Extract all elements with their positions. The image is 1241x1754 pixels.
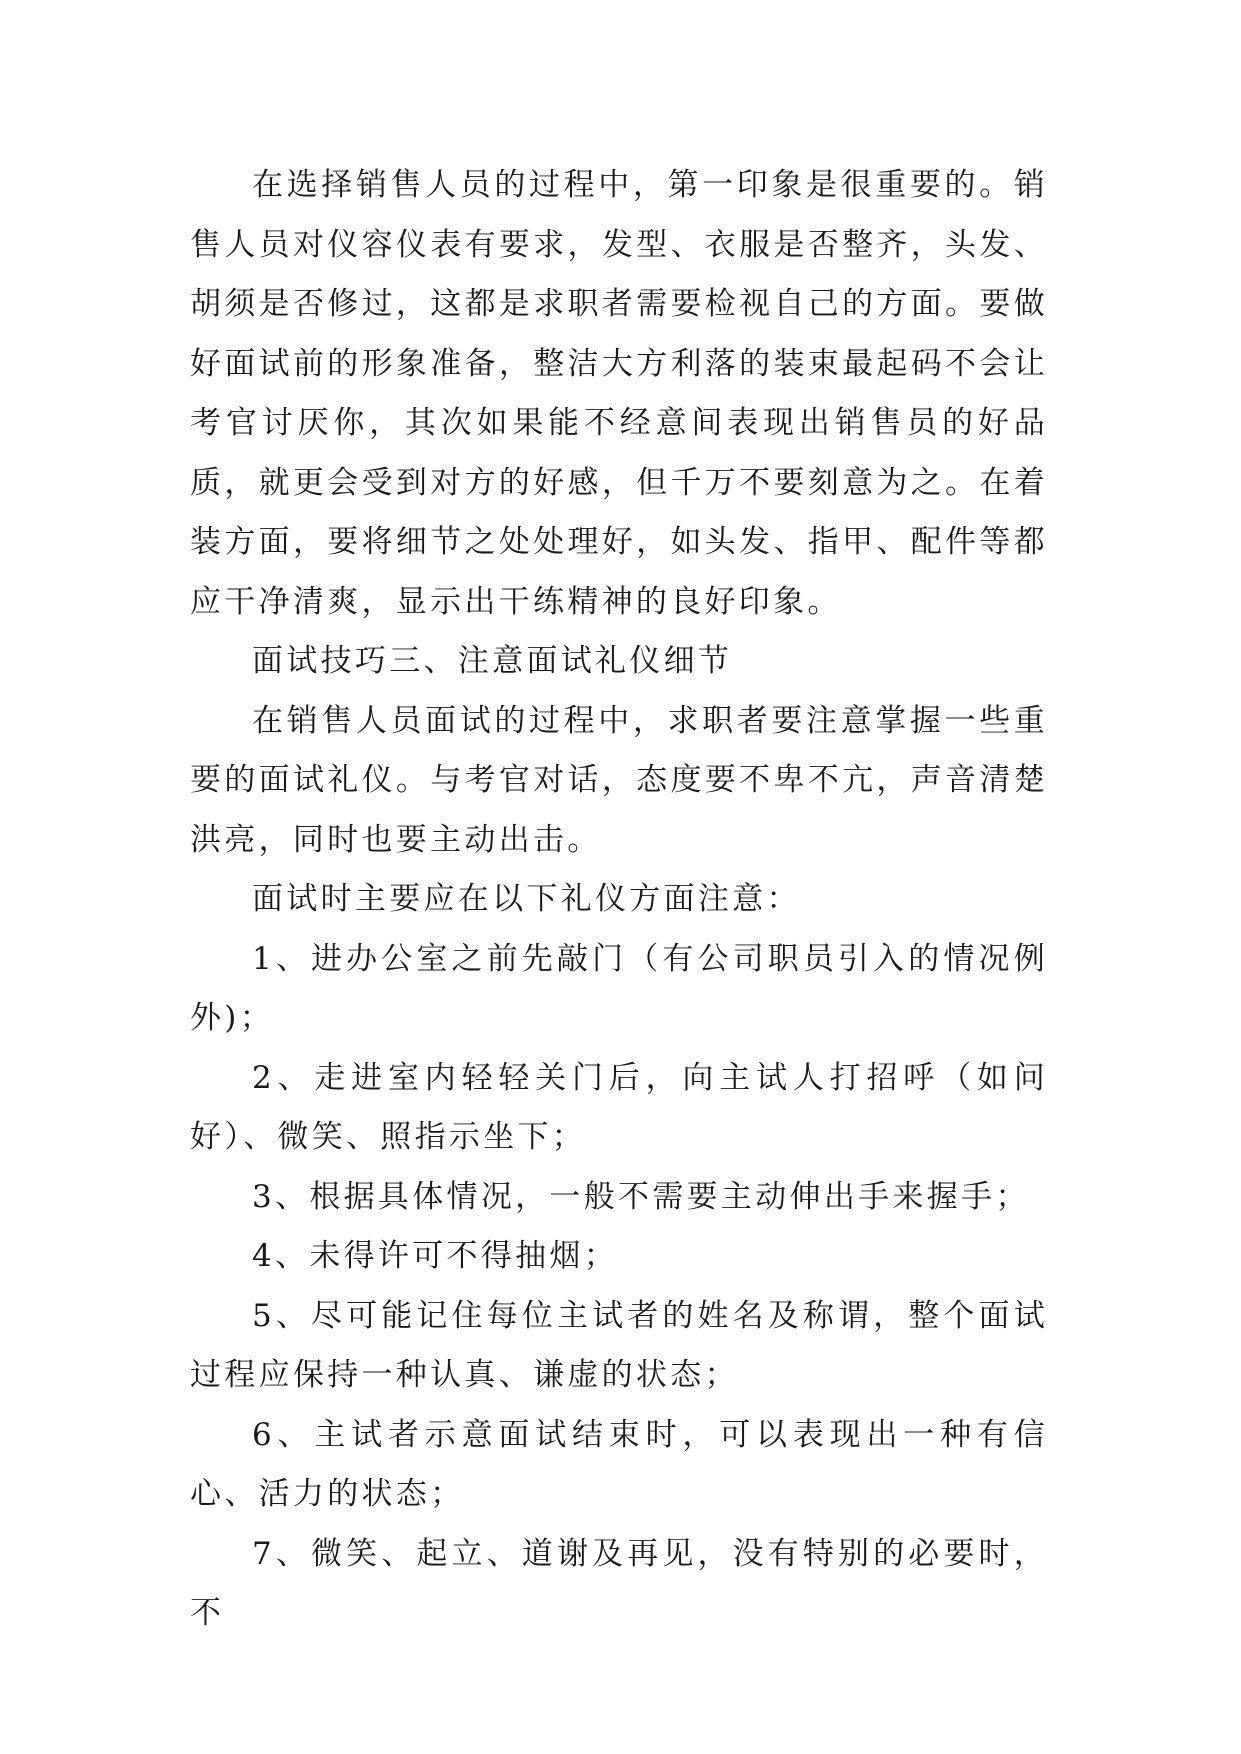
list-item-5: 5、尽可能记住每位主试者的姓名及称谓，整个面试过程应保持一种认真、谦虚的状态； <box>190 1297 1048 1393</box>
paragraph-first-impression: 在选择销售人员的过程中，第一印象是很重要的。销售人员对仪容仪表有要求，发型、衣服是否整齐，头发、胡须是否修过，这都是求职者需要检视自己的方面。要做好面试前的形象准备，整洁大方利落的装束最起码不会让考官讨厌你，其次如果能不经意间表现出销售员的好品质，就更会受到对方的好感，但千万不要刻意为之。在着装方面，要将细节之处处理好，如头发、指甲、配件等都应干净清爽，显示出干练精神的良好印象。 <box>190 167 1048 620</box>
list-item-2: 2、走进室内轻轻关门后，向主试人打招呼（如问好）、微笑、照指示坐下； <box>190 1059 1048 1155</box>
list-item-7: 7、微笑、起立、道谢及再见，没有特别的必要时，不 <box>190 1535 1048 1631</box>
list-item-1: 1、进办公室之前先敲门（有公司职员引入的情况例外)； <box>190 940 1048 1036</box>
list-item-3: 3、根据具体情况，一般不需要主动伸出手来握手； <box>252 1178 1030 1215</box>
list-item-6: 6、主试者示意面试结束时，可以表现出一种有信心、活力的状态； <box>190 1416 1048 1512</box>
paragraph-etiquette-intro: 在销售人员面试的过程中，求职者要注意掌握一些重要的面试礼仪。与考官对话，态度要不卑不亢，声音清楚洪亮，同时也要主动出击。 <box>190 702 1048 858</box>
list-item-4: 4、未得许可不得抽烟； <box>252 1238 619 1274</box>
section-heading-etiquette: 面试技巧三、注意面试礼仪细节 <box>252 643 733 679</box>
document-body <box>190 156 1048 1644</box>
paragraph-list-intro: 面试时主要应在以下礼仪方面注意： <box>252 881 801 917</box>
